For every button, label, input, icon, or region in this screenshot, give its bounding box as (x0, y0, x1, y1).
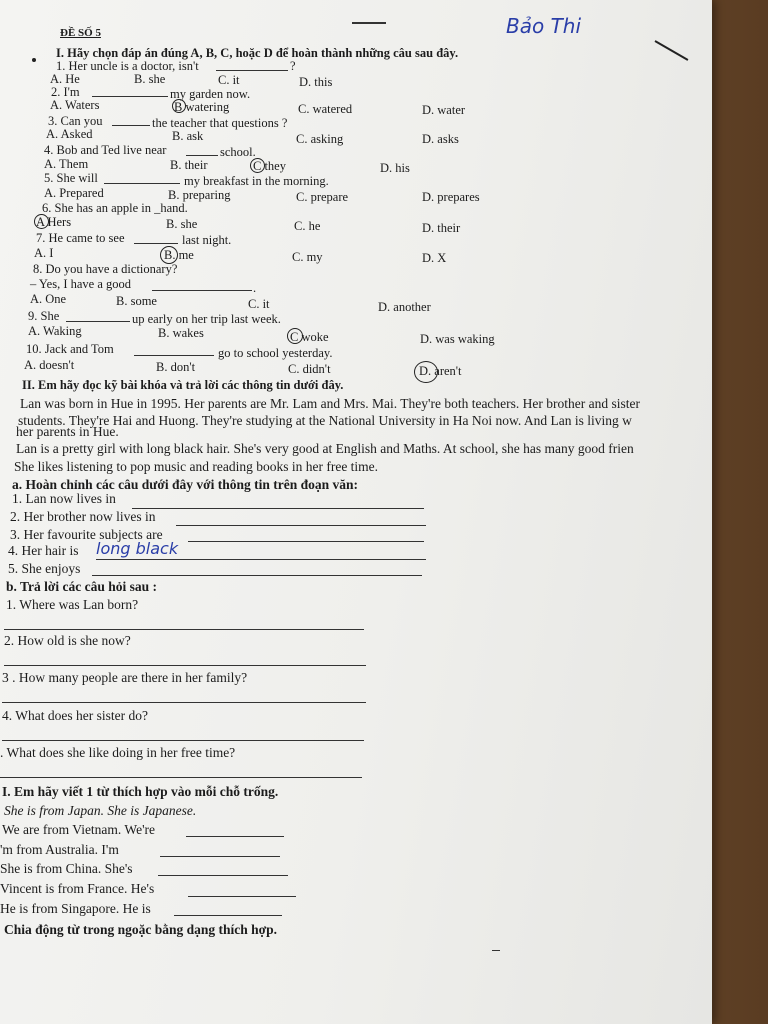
q4-option-a: A. Them (44, 157, 89, 171)
question-8: 8. Do you have a dictionary? (33, 262, 178, 276)
answer-line-2 (4, 665, 366, 666)
blank-10 (134, 355, 214, 356)
passage-line-4: Lan is a pretty girl with long black hair. She's very good at English and Maths. At school, she has many good frien (16, 441, 634, 456)
question-2-tail: my garden now. (170, 87, 251, 101)
blank-1 (216, 70, 288, 71)
question-6: 6. She has an apple in _hand. (42, 201, 188, 215)
item-4: Vincent is from France. He's (0, 881, 155, 896)
q6-option-b: B. she (166, 217, 198, 231)
q2-option-b: B watering (174, 100, 230, 114)
blank-fill-4 (96, 559, 426, 560)
question-9-tail: up early on her trip last week. (132, 312, 281, 326)
answer-line-3 (2, 702, 366, 703)
q1-option-b: B. she (134, 72, 166, 86)
blank-5 (104, 183, 180, 184)
question-3: 3. Can you (48, 114, 103, 128)
fill-1: 1. Lan now lives in (12, 491, 116, 506)
part3-heading: I. Em hãy viết 1 từ thích hợp vào mỗi chỗ trống. (2, 784, 279, 799)
q8-option-b: B. some (116, 294, 157, 308)
answer-line-1 (4, 629, 364, 630)
blank-item-1 (186, 836, 284, 837)
item-3: She is from China. She's (0, 861, 133, 876)
question-b-2: 2. How old is she now? (4, 633, 131, 648)
q4-option-b: B. their (170, 158, 208, 172)
blank-fill-3 (188, 541, 424, 542)
student-name: Bảo Thi (506, 14, 582, 38)
item-1: We are from Vietnam. We're (2, 822, 156, 837)
q9-option-a: A. Waking (28, 324, 82, 338)
q9-option-b: B. wakes (158, 326, 204, 340)
passage-line-2: students. They're Hai and Huong. They're studying at the National University in Ha Noi now. And Lan is living w (18, 413, 632, 428)
bullet-mark (32, 58, 36, 62)
q2-option-d: D. water (422, 103, 466, 117)
q10-option-a: A. doesn't (24, 358, 75, 372)
q7-option-d: D. X (422, 251, 447, 265)
blank-item-2 (160, 856, 280, 857)
q6-option-d: D. their (422, 221, 461, 235)
q3-option-b: B. ask (172, 129, 204, 143)
page-title: ĐỀ SỐ 5 (60, 27, 101, 39)
blank-item-5 (174, 915, 282, 916)
question-b-1: 1. Where was Lan born? (6, 597, 139, 612)
q1-option-c: C. it (218, 73, 240, 87)
q7-option-a: A. I (34, 246, 54, 260)
q5-option-a: A. Prepared (44, 186, 104, 200)
answer-line-5 (0, 777, 362, 778)
question-2: 2. I'm (51, 85, 80, 99)
q8-option-c: C. it (248, 297, 270, 311)
q4-option-d: D. his (380, 161, 410, 175)
fill-5: 5. She enjoys (8, 561, 81, 576)
q10-option-c: C. didn't (288, 362, 331, 376)
blank-8 (152, 290, 252, 291)
q7-option-b: B. me (164, 248, 194, 262)
fill-2: 2. Her brother now lives in (10, 509, 156, 524)
question-b-5: . What does she like doing in her free time? (0, 745, 236, 760)
q3-option-a: A. Asked (46, 127, 93, 141)
item-5: He is from Singapore. He is (0, 901, 151, 916)
question-5: 5. She will (44, 171, 98, 185)
blank-9 (66, 321, 130, 322)
q1-option-a: A. He (50, 72, 80, 86)
q2-option-c: C. watered (298, 102, 353, 116)
question-7-tail: last night. (182, 233, 232, 247)
q3-option-c: C. asking (296, 132, 344, 146)
part2-heading: II. Em hãy đọc kỹ bài khóa và trả lời các thông tin dưới đây. (22, 378, 344, 392)
blank-7 (134, 243, 178, 244)
q8-option-d: D. another (378, 300, 431, 314)
question-4-tail: school. (220, 145, 256, 159)
passage-line-3: her parents in Hue. (16, 424, 119, 439)
q9-option-d: D. was waking (420, 332, 495, 346)
question-1-tail: ? (290, 59, 296, 73)
question-9: 9. She (28, 309, 60, 323)
item-2: 'm from Australia. I'm (0, 842, 119, 857)
passage-line-5: She likes listening to pop music and reading books in her free time. (14, 459, 379, 474)
q5-option-d: D. prepares (422, 190, 480, 204)
blank-2 (92, 96, 168, 97)
fill-3: 3. Her favourite subjects are (10, 527, 163, 542)
q6-option-a: A Hers (36, 215, 72, 229)
part2-sub-b: b. Trả lời các câu hỏi sau : (6, 579, 157, 594)
blank-fill-5 (92, 575, 422, 576)
blank-item-3 (158, 875, 288, 876)
blank-4 (186, 155, 218, 156)
part1-heading: I. Hãy chọn đáp án đúng A, B, C, hoặc D để hoàn thành những câu sau đây. (56, 46, 459, 60)
question-10: 10. Jack and Tom (26, 342, 114, 356)
question-4: 4. Bob and Ted live near (44, 143, 167, 157)
q8-option-a: A. One (30, 292, 67, 306)
q10-option-b: B. don't (156, 360, 196, 374)
blank-fill-1 (132, 508, 424, 509)
question-1: 1. Her uncle is a doctor, isn't (56, 59, 199, 73)
question-b-4: 4. What does her sister do? (2, 708, 148, 723)
q7-option-c: C. my (292, 250, 323, 264)
question-3-tail: the teacher that questions ? (152, 116, 288, 130)
passage-line-1: Lan was born in Hue in 1995. Her parents are Mr. Lam and Mrs. Mai. They're both teachers. Her brother and sister (20, 396, 640, 411)
question-10-tail: go to school yesterday. (218, 346, 333, 360)
q6-option-c: C. he (294, 219, 321, 233)
fill-4: 4. Her hair is (8, 543, 79, 558)
q10-option-d: D. aren't (419, 364, 462, 378)
blank-item-4 (188, 896, 296, 897)
handwritten-answer: long black (96, 539, 179, 558)
question-8-answer: – Yes, I have a good (30, 277, 132, 291)
q9-option-c: C woke (290, 330, 329, 344)
q5-option-c: C. prepare (296, 190, 349, 204)
q1-option-d: D. this (299, 75, 333, 89)
part2-sub-a: a. Hoàn chỉnh các câu dưới đây với thông tin trên đoạn văn: (12, 477, 358, 492)
period: . (253, 281, 257, 295)
question-7: 7. He came to see (36, 231, 125, 245)
blank-3 (112, 125, 150, 126)
blank-fill-2 (176, 525, 426, 526)
q5-option-b: B. preparing (168, 188, 231, 202)
q2-option-a: A. Waters (50, 98, 100, 112)
stray-mark (492, 950, 500, 951)
example-sentence: She is from Japan. She is Japanese. (4, 803, 197, 818)
q3-option-d: D. asks (422, 132, 459, 146)
pen-mark (655, 40, 689, 61)
question-b-3: 3 . How many people are there in her family? (2, 670, 248, 685)
answer-line-4 (2, 740, 364, 741)
question-5-tail: my breakfast in the morning. (184, 174, 329, 188)
q4-option-c: C they (253, 159, 286, 173)
part4-heading: Chia động từ trong ngoặc bằng dạng thích hợp. (4, 922, 278, 937)
top-dash (352, 22, 386, 24)
